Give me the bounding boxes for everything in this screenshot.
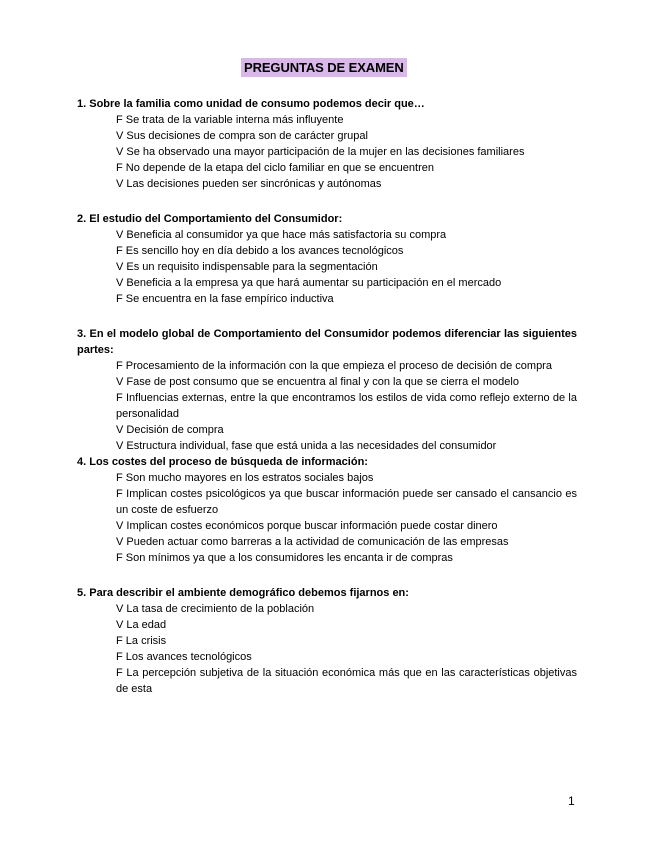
answer-option: F Implican costes psicológicos ya que buscar información puede ser cansado el cansancio es un coste de esfuerzo (116, 488, 577, 516)
answer-list (77, 601, 577, 697)
question-list (77, 96, 577, 697)
question-block (77, 454, 577, 566)
answer-option: V Decisión de compra (116, 424, 224, 436)
question-text: 3. En el modelo global de Comportamiento del Consumidor podemos diferenciar las siguientes partes: (77, 328, 577, 356)
answer-option: F No depende de la etapa del ciclo familiar en que se encuentren (116, 162, 434, 174)
answer-list (77, 112, 577, 192)
answer-list (77, 358, 577, 454)
answer-option: F Influencias externas, entre la que encontramos los estilos de vida como reflejo externo de la personalidad (116, 392, 577, 420)
question-text: 1. Sobre la familia como unidad de consumo podemos decir que… (77, 98, 425, 110)
answer-option: V Se ha observado una mayor participación de la mujer en las decisiones familiares (116, 146, 525, 158)
answer-option: F La crisis (116, 635, 167, 647)
question-text: 4. Los costes del proceso de búsqueda de información: (77, 456, 368, 468)
answer-list (77, 227, 577, 307)
answer-option: V Implican costes económicos porque buscar información puede costar dinero (116, 520, 498, 532)
document-title: PREGUNTAS DE EXAMEN (241, 58, 407, 77)
answer-option: F Se encuentra en la fase empírico inductiva (116, 293, 334, 305)
answer-option: V La tasa de crecimiento de la población (116, 603, 315, 615)
page-number: 1 (568, 794, 575, 808)
answer-option: V La edad (116, 619, 167, 631)
answer-option: V Fase de post consumo que se encuentra al final y con la que se cierra el modelo (116, 376, 519, 388)
question-block (77, 326, 577, 454)
answer-option: V Las decisiones pueden ser sincrónicas y autónomas (116, 178, 382, 190)
answer-option: V Beneficia al consumidor ya que hace más satisfactoria su compra (116, 229, 447, 241)
answer-option: V Beneficia a la empresa ya que hará aumentar su participación en el mercado (116, 277, 502, 289)
question-block (77, 585, 577, 697)
answer-option: F Son mucho mayores en los estratos sociales bajos (116, 472, 374, 484)
answer-option: V Pueden actuar como barreras a la actividad de comunicación de las empresas (116, 536, 509, 548)
answer-option: F Procesamiento de la información con la que empieza el proceso de decisión de compra (116, 360, 552, 372)
answer-option: V Es un requisito indispensable para la segmentación (116, 261, 378, 273)
answer-option: F Es sencillo hoy en día debido a los avances tecnológicos (116, 245, 404, 257)
answer-option: F Se trata de la variable interna más influyente (116, 114, 344, 126)
answer-option: V Estructura individual, fase que está unida a las necesidades del consumidor (116, 440, 497, 452)
question-text: 2. El estudio del Comportamiento del Consumidor: (77, 213, 343, 225)
answer-option: F Los avances tecnológicos (116, 651, 252, 663)
answer-list (77, 470, 577, 566)
answer-option: F Son mínimos ya que a los consumidores les encanta ir de compras (116, 552, 453, 564)
answer-option: V Sus decisiones de compra son de carácter grupal (116, 130, 368, 142)
question-block (77, 211, 577, 307)
answer-option: F La percepción subjetiva de la situación económica más que en las características objetivas de esta (116, 667, 577, 695)
question-text: 5. Para describir el ambiente demográfico debemos fijarnos en: (77, 587, 409, 599)
question-block (77, 96, 577, 192)
